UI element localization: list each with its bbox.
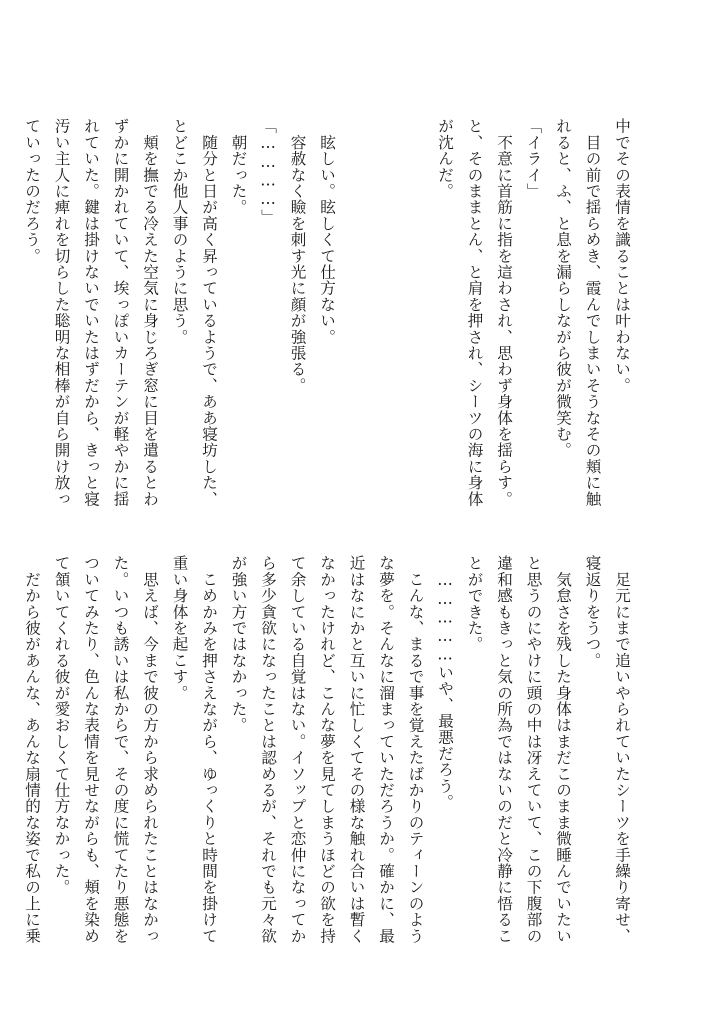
- text-line: 中でその表情を識ることは叶わない。: [613, 118, 631, 394]
- text-line: 近はなにかと互いに忙しくてその様な触れ合いは暫く: [347, 555, 366, 944]
- text-line: だから彼があんな、あんな扇情的な姿で私の上に乗: [23, 555, 41, 944]
- text-line: なかったけれど、こんな夢を見てしまうほどの欲を持: [318, 555, 336, 944]
- text-line: 寝返りをうつ。: [583, 555, 602, 669]
- text-line: こめかみを押さえながら、ゆっくりと時間を掛けて: [200, 555, 218, 944]
- text-line: 気怠さを残した身体はまだこのまま微睡んでいたい: [554, 555, 572, 944]
- text-line: 眩しい。眩しくて仕方ない。: [318, 118, 336, 345]
- scene-break: [371, 118, 401, 508]
- text-line: ……………いや、最悪だろう。: [436, 555, 454, 810]
- text-line: て余している自覚はない。イソップと恋仲になってか: [288, 555, 307, 944]
- text-line: 思えば、今まで彼の方から求められたことはなかっ: [141, 555, 159, 944]
- text-line: とができた。: [465, 555, 484, 653]
- text-line: 随分と日が高く昇っているようで、ああ寝坊した、: [200, 118, 218, 507]
- text-line: て頷いてくれる彼が愛おしくて仕方なかった。: [52, 555, 71, 896]
- text-line: 容赦なく瞼を刺す光に顔が強張る。: [288, 118, 307, 394]
- text-line: が強い方ではなかった。: [229, 555, 248, 734]
- text-line: れていた。鍵は掛けないでいたはずだから、きっと寝: [82, 118, 100, 507]
- lower-text-block: [23, 555, 636, 944]
- text-line: ずかに開かれていて、埃っぽいカーテンが軽やかに揺: [111, 118, 130, 507]
- text-line: と、そのままとん、と肩を押され、シーツの海に身体: [465, 118, 484, 507]
- text-line: とどこか他人事のように思う。: [170, 118, 189, 345]
- text-line: た。いつも誘いは私からで、その度に慌てたり悪態を: [111, 555, 130, 944]
- text-line: 重い身体を起こす。: [170, 555, 189, 701]
- text-line: ていったのだろう。: [23, 118, 41, 264]
- text-line: 足元にまで追いやられていたシーツを手繰り寄せ、: [613, 555, 631, 944]
- text-line: 「…………」: [259, 118, 277, 225]
- text-line: れると、ふ、と息を漏らしながら彼が微笑む。: [554, 118, 572, 459]
- text-line: 違和感もきっと気の所為ではないのだと冷静に悟るこ: [495, 555, 513, 944]
- text-line: ら多少貪欲になったことは認めるが、それでも元々欲: [259, 555, 277, 944]
- text-line: 汚い主人に痺れを切らした聡明な相棒が自ら開け放っ: [52, 118, 71, 507]
- text-line: 不意に首筋に指を這わされ、思わず身体を揺らす。: [495, 118, 513, 507]
- scene-break: [400, 118, 430, 508]
- text-line: と思うのにやけに頭の中は冴えていて、この下腹部の: [524, 555, 543, 944]
- text-line: こんな、まるで事を覚えたばかりのティーンのよう: [406, 555, 425, 944]
- text-line: な夢を。そんなに溜まっていただろうか。確かに、最: [377, 555, 395, 944]
- text-line: が沈んだ。: [436, 118, 454, 199]
- upper-text-block: [23, 118, 636, 508]
- scene-break: [341, 118, 371, 508]
- text-line: 頬を撫でる冷えた空気に身じろぎ窓に目を遣るとわ: [141, 118, 159, 507]
- text-line: 「イライ」: [524, 118, 543, 199]
- text-line: 朝だった。: [229, 118, 248, 216]
- text-line: ついてみたり、色んな表情を見せながらも、頬を染め: [82, 555, 100, 944]
- text-line: 目の前で揺らめき、霞んでしまいそうなその頬に触: [583, 118, 602, 507]
